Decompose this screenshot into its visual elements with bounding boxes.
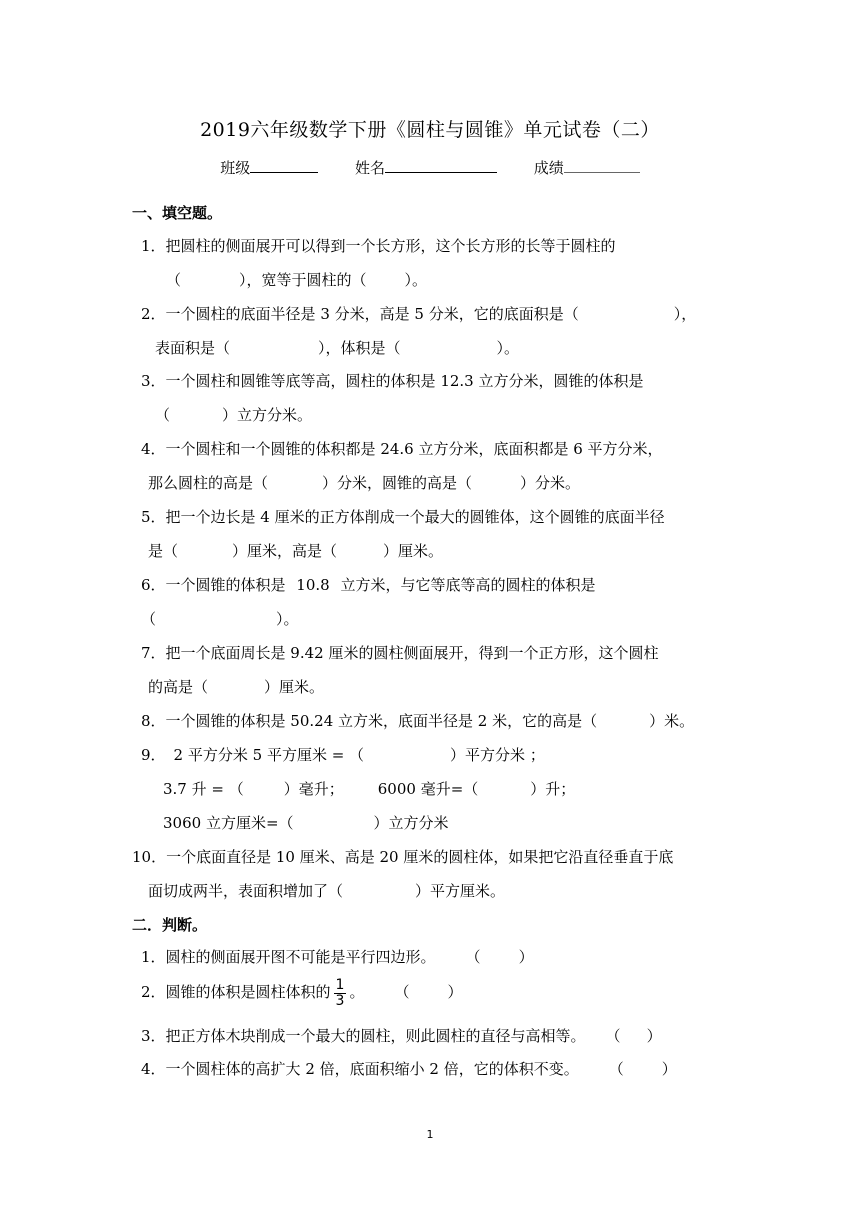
question-6-line2	[141, 609, 299, 629]
judge-3-text: 3．把正方体木块削成一个最大的圆柱，则此圆柱的直径与高相等。	[141, 1027, 586, 1045]
q7-b2: ）厘米。	[264, 678, 325, 696]
q5-b3: ）厘米。	[383, 542, 444, 560]
judge-4	[141, 1059, 677, 1079]
q3-open: （	[155, 406, 171, 424]
q9-b4: ）升；	[530, 780, 576, 798]
question-10-line2	[148, 881, 505, 901]
question-5-line1	[141, 507, 665, 527]
student-info-row	[0, 157, 860, 178]
q6-close: ）。	[276, 610, 299, 628]
one-third-fraction	[334, 978, 347, 1009]
q2-text: 2．一个圆柱的底面半径是 3 分米，高是 5 分米，它的底面积是（	[141, 305, 579, 323]
q9-b3: 6000 毫升=（	[377, 780, 479, 798]
class-field[interactable]	[220, 157, 318, 178]
question-7-line2	[148, 677, 324, 697]
question-3-line2	[155, 405, 312, 425]
q5-text: 5．把一个边长是 4 厘米的正方体削成一个最大的圆锥体，这个圆锥的底面半径	[141, 508, 665, 526]
question-9-line1	[141, 745, 545, 765]
q3-close: ）立方分米。	[222, 406, 313, 424]
question-1-line1	[141, 236, 616, 256]
fraction-denominator: 3	[335, 992, 345, 1009]
q2-b2: ），体积是（	[318, 339, 401, 357]
q7-text: 7．把一个底面周长是 9.42 厘米的圆柱侧面展开，得到一个正方形，这个圆柱	[141, 644, 659, 662]
q5-b2: ）厘米，高是（	[232, 542, 338, 560]
page-title: 2019六年级数学下册《圆柱与圆锥》单元试卷（二）	[200, 119, 660, 141]
page-number: 1	[426, 1128, 434, 1141]
score-field[interactable]	[534, 157, 640, 178]
fraction-numerator: 1	[335, 976, 345, 993]
judge-3	[141, 1026, 662, 1046]
q2-b3: ）。	[496, 339, 520, 357]
question-4-line2	[148, 473, 580, 493]
name-label: 姓名	[354, 159, 385, 177]
q7-b1: 的高是（	[148, 678, 209, 696]
score-blank[interactable]	[564, 158, 640, 173]
q5-b1: 是（	[148, 542, 179, 560]
question-10-line1	[132, 847, 673, 867]
q4-b3: ）分米。	[520, 474, 581, 492]
q4-b1: 那么圆柱的高是（	[148, 474, 269, 492]
q4-text: 4．一个圆柱和一个圆锥的体积都是 24.6 立方分米，底面积都是 6 平方分米，	[141, 440, 663, 458]
q9-number: 9．	[141, 746, 166, 764]
judge-1-close: ）	[518, 948, 534, 966]
judge-3-close: ）	[646, 1027, 662, 1045]
question-7-line1	[141, 643, 658, 663]
section1-heading: 一、填空题。	[132, 204, 223, 222]
q9-a3: ）平方分米 ；	[450, 746, 545, 764]
judge-1	[141, 947, 534, 967]
q9-b1: 3.7 升 = （	[163, 780, 244, 798]
judge-1-open: （	[465, 948, 481, 966]
q8-text: 8．一个圆锥的体积是 50.24 立方米，底面半径是 2 米，它的高是（	[141, 712, 598, 730]
q1-open: （	[166, 271, 182, 289]
judge-1-text: 1．圆柱的侧面展开图不可能是平行四边形。	[141, 948, 436, 966]
question-2-line2	[155, 338, 519, 358]
judge-4-close: ）	[661, 1060, 677, 1078]
name-field[interactable]	[355, 157, 497, 178]
score-label: 成绩	[533, 159, 564, 177]
q9-c2: ）立方分米	[373, 814, 449, 832]
judge-2-open: （	[394, 983, 410, 1001]
q1-mid: ），宽等于圆柱的（	[239, 271, 367, 289]
judge-3-open: （	[605, 1027, 621, 1045]
question-6-line1	[141, 575, 595, 595]
q6-open: （	[141, 610, 157, 628]
q1-close: ）。	[404, 271, 428, 289]
q9-b2: ）毫升；	[283, 780, 344, 798]
section2-heading: 二．判断。	[132, 916, 208, 934]
question-4-line1	[141, 439, 663, 459]
judge-2-text: 2．圆锥的体积是圆柱体积的	[141, 983, 331, 1001]
q9-c1: 3060 立方厘米=（	[163, 814, 294, 832]
q8-tail: ）米。	[649, 712, 695, 730]
q10-b1: 面切成两半，表面积增加了（	[148, 882, 344, 900]
name-blank[interactable]	[385, 158, 497, 173]
question-1-line2	[166, 270, 427, 290]
class-blank[interactable]	[250, 158, 318, 173]
question-5-line2	[148, 541, 443, 561]
judge-4-open: （	[608, 1060, 624, 1078]
question-3-line1	[141, 371, 643, 391]
q2-b1: 表面积是（	[155, 339, 231, 357]
q4-b2: ）分米，圆锥的高是（	[322, 474, 473, 492]
q10-b2: ）平方厘米。	[415, 882, 506, 900]
q3-text: 3．一个圆柱和圆锥等底等高，圆柱的体积是 12.3 立方分米，圆锥的体积是	[141, 372, 644, 390]
question-9-line3	[163, 813, 449, 833]
q10-text: 10．一个底面直径是 10 厘米、高是 20 厘米的圆柱体，如果把它沿直径垂直于底	[132, 848, 674, 866]
judge-2-tail: 。	[349, 983, 365, 1001]
class-label: 班级	[220, 159, 251, 177]
q6-text: 6．一个圆锥的体积是 10.8 立方米，与它等底等高的圆柱的体积是	[141, 576, 596, 594]
q2-tail: ），	[673, 305, 697, 323]
judge-2-close: ）	[447, 983, 463, 1001]
judge-2	[141, 975, 463, 1009]
q1-text: 1．把圆柱的侧面展开可以得到一个长方形，这个长方形的长等于圆柱的	[141, 237, 616, 255]
question-9-line2	[163, 779, 575, 799]
question-8-line1	[141, 711, 694, 731]
judge-4-text: 4．一个圆柱体的高扩大 2 倍，底面积缩小 2 倍，它的体积不变。	[141, 1060, 579, 1078]
question-2-line1	[141, 304, 696, 324]
q9-a2: 2 平方分米 5 平方厘米 = （	[173, 746, 365, 764]
